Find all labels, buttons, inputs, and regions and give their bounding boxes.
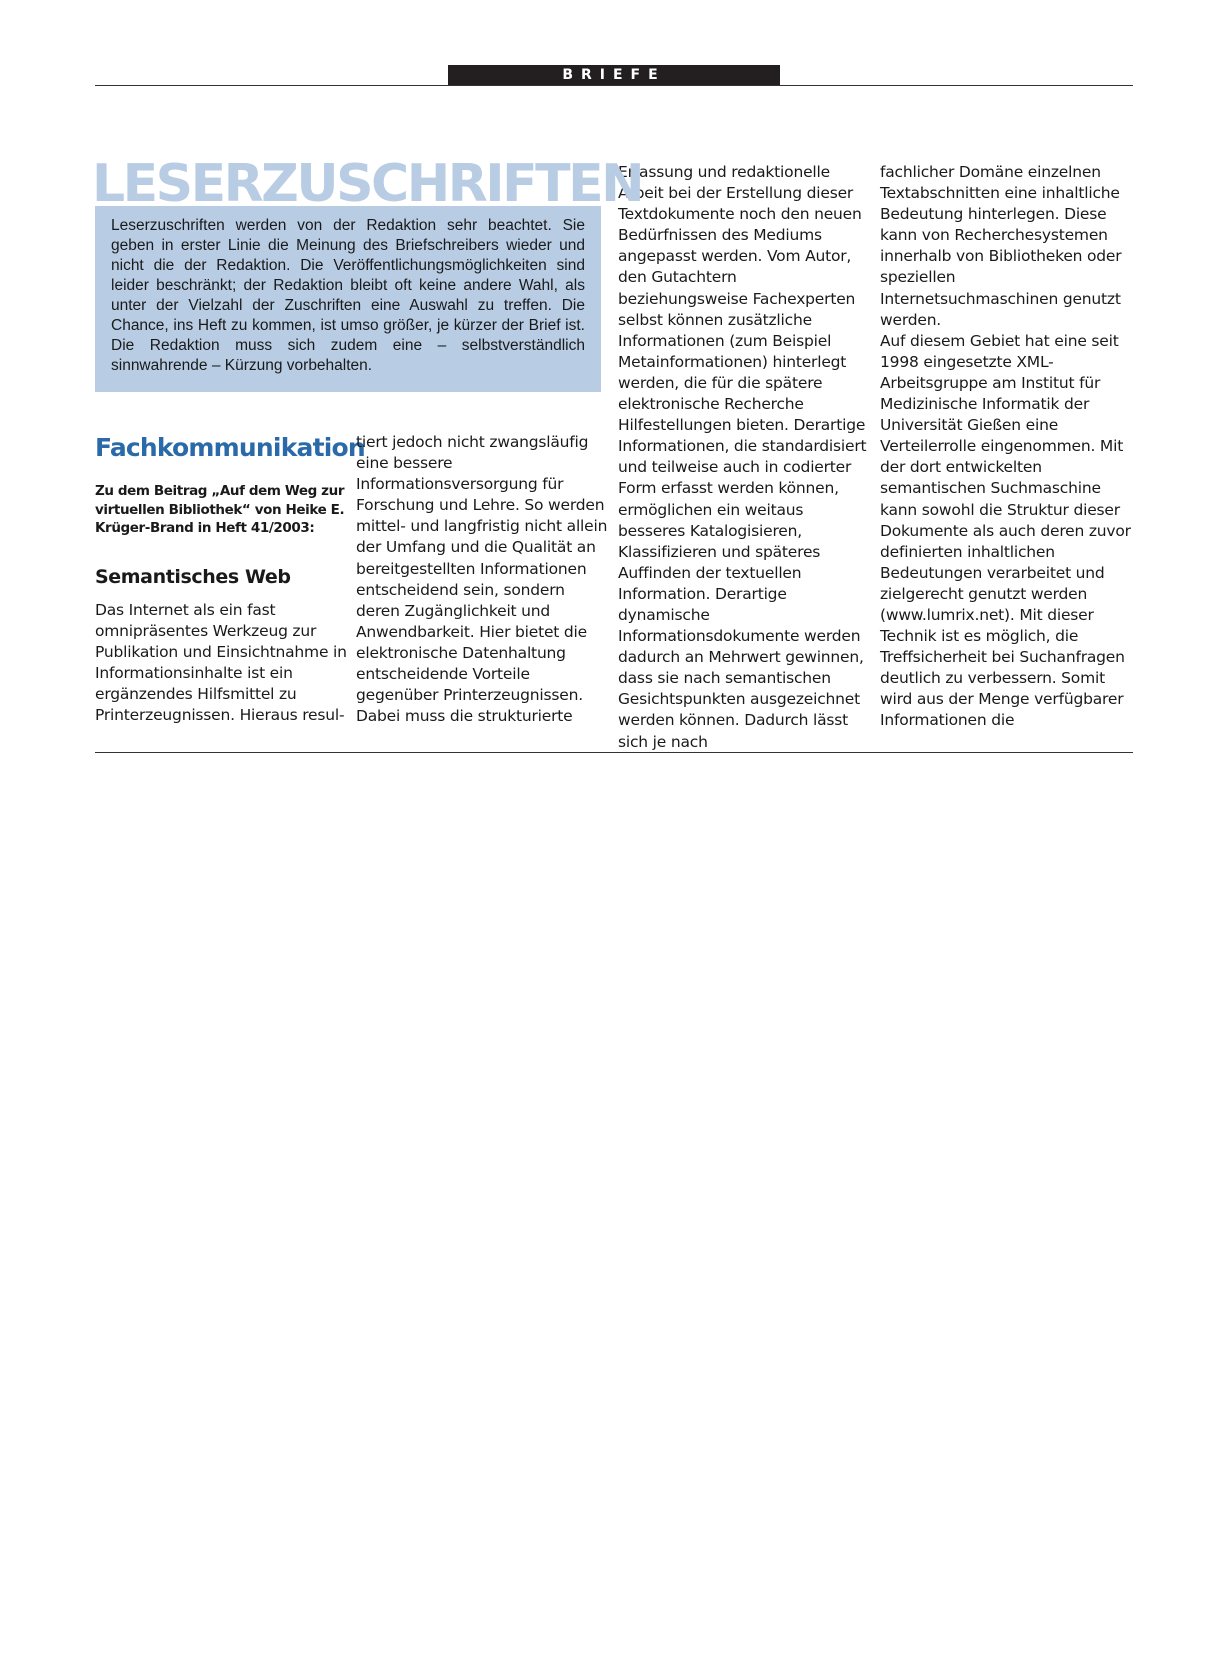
text-column-2 — [356, 432, 608, 727]
bottom-rule — [95, 752, 1133, 753]
text-column-1 — [95, 600, 347, 727]
article-reference: Zu dem Beitrag „Auf dem Weg zur virtuellen Bibliothek“ von Heike E. Krüger-Brand in Heft 41/2003: — [95, 483, 345, 536]
intro-title: LESERZUSCHRIFTEN — [92, 154, 643, 214]
column-1-text: Das Internet als ein fast omnipräsentes Werkzeug zur Publikation und Einsichtnahme in Informationsinhalte ist ein ergänzendes Hilfsmittel zu Printerzeugnissen. Hieraus resul- — [95, 601, 347, 725]
text-column-4 — [880, 162, 1132, 732]
article-heading: Fachkommunikation — [95, 433, 365, 462]
text-column-3 — [618, 162, 870, 753]
top-rule — [95, 85, 1133, 86]
section-tab: BRIEFE — [448, 65, 780, 86]
column-3-text: Erfassung und redaktionelle Arbeit bei der Erstellung dieser Textdokumente noch den neuen Bedürfnissen des Mediums angepasst werden. Vom Autor, den Gutachtern beziehungsweise Fachexperten selbst können zusätzliche Informationen (zum Beispiel Metainformationen) hinterlegt werden, die für die spätere elektronische Recherche Hilfestellungen bieten. Derartige Informationen, die standardisiert und teilweise auch in codierter Form erfasst werden können, ermöglichen ein weitaus besseres Katalogisieren, Klassifizieren und späteres Auffinden der textuellen Information. Derartige dynamische Informationsdokumente werden dadurch an Mehrwert gewinnen, dass sie nach semantischen Gesichtspunkten ausgezeichnet werden können. Dadurch lässt sich je nach — [618, 163, 867, 751]
column-2-text: tiert jedoch nicht zwangsläufig eine bessere Informationsversorgung für Forschung und Lehre. So werden mittel- und langfristig nicht allein der Umfang und die Qualität an bereitgestellten Informationen entscheidend sein, sondern deren Zugänglichkeit und Anwendbarkeit. Hier bietet die elektronische Datenhaltung entscheidende Vorteile gegenüber Printerzeugnissen. Dabei muss die strukturierte — [356, 433, 608, 726]
column-4-paragraph-2: Auf diesem Gebiet hat eine seit 1998 eingesetzte XML-Arbeitsgruppe am Institut für Medizinische Informatik der Universität Gießen eine Verteilerrolle eingenommen. Mit der dort entwickelten semantischen Suchmaschine kann sowohl die Struktur dieser Dokumente als auch deren zuvor definierten inhaltlichen Bedeutungen verarbeitet und zielgerecht genutzt werden (www.lumrix.net). Mit dieser Technik ist es möglich, die Treffsicherheit bei Suchanfragen deutlich zu verbessern. Somit wird aus der Menge verfügbarer Informationen die — [880, 331, 1131, 730]
letter-subheading: Semantisches Web — [95, 566, 291, 588]
intro-text: Leserzuschriften werden von der Redaktion sehr beachtet. Sie geben in erster Linie die Meinung des Briefschreibers wieder und nicht die der Redaktion. Die Veröffentlichungsmöglichkeiten sind leider beschränkt; der Redaktion bleibt oft keine andere Wahl, als unter der Vielzahl der Zuschriften eine Auswahl zu treffen. Die Chance, ins Heft zu kommen, ist umso größer, je kürzer der Brief ist. Die Redaktion muss sich zudem eine – selbstverständlich sinnwahrende – Kürzung vorbehalten. — [111, 217, 585, 374]
intro-box — [95, 206, 601, 392]
column-4-paragraph-1: fachlicher Domäne einzelnen Textabschnitten eine inhaltliche Bedeutung hinterlegen. Diese kann von Recherchesystemen innerhalb von Bibliotheken oder speziellen Internetsuchmaschinen genutzt werden. — [880, 163, 1122, 329]
